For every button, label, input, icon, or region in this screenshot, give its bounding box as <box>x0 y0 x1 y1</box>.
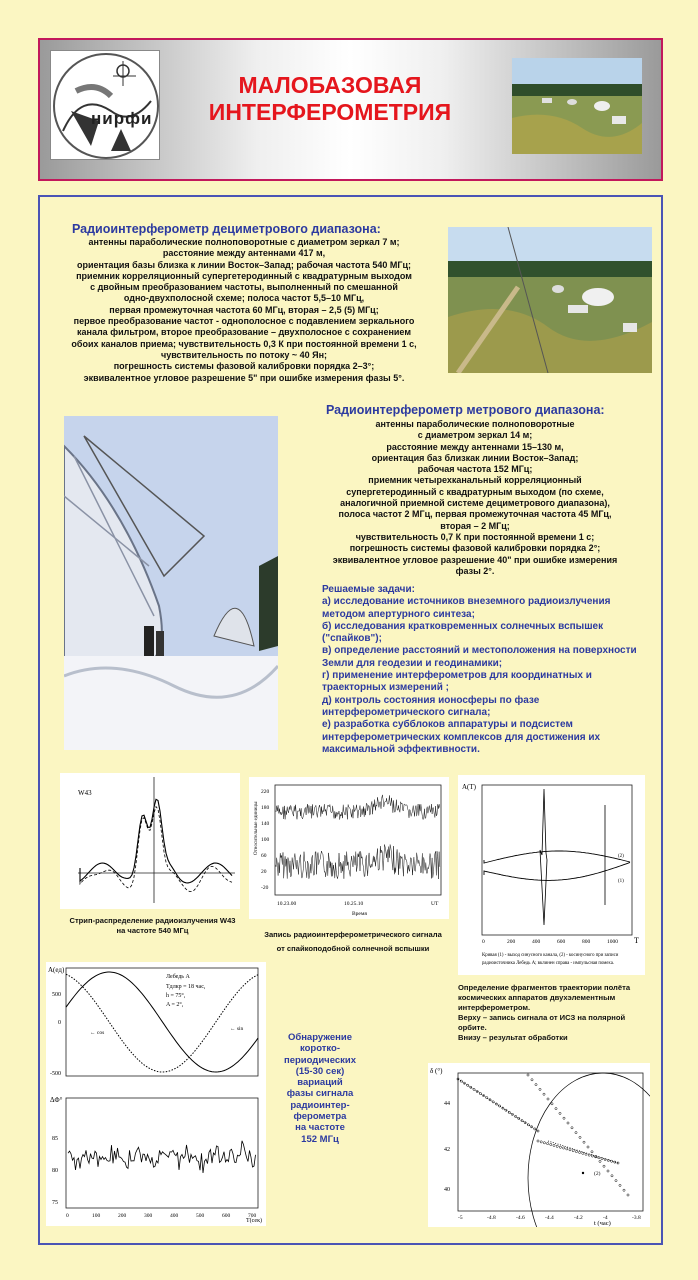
record-x-axis-label: Время <box>352 911 367 917</box>
delta-point-label: (2) <box>594 1171 601 1177</box>
phase-caption-line-6: фазы сигнала <box>286 1088 354 1100</box>
phase-x-tick-5: 400 <box>170 1213 179 1219</box>
trajectory-x-tick-4: 600 <box>557 939 566 945</box>
meter-spec-line-9: полоса частот 2 МГц, первая промежуточная частота 45 МГц, <box>338 509 612 520</box>
trajectory-caption-line-5: орбите. <box>458 1023 487 1032</box>
trajectory-x-tick-5: 800 <box>582 939 591 945</box>
strip-caption: Стрип-распределение радиоизлучения W43 на частоте 540 МГц <box>69 916 236 935</box>
phase-y-axis-2: ΔΦ° <box>50 1096 63 1104</box>
phase-x-tick-7: 600 <box>222 1213 231 1219</box>
decimeter-spec-line-1: антенны параболические полноповоротные с диаметром зеркал 7 м; <box>88 237 400 247</box>
phase-caption-line-8: ферометра <box>293 1111 347 1123</box>
task-item-2: б) исследования кратковременных солнечных вспышек ("спайков"); <box>322 620 604 645</box>
task-item-4: г) применение интерферометров для координатных и траекторных измерений ; <box>322 670 592 694</box>
record-x-tick-2: 10.25.10 <box>344 901 364 907</box>
trajectory-caption-line-2: космических аппаратов двухэлементным <box>458 993 616 1002</box>
trajectory-x-tick-6: 1000 <box>607 939 618 945</box>
phase-caption-line-9: на частоте <box>295 1122 345 1134</box>
decimeter-specs <box>44 237 444 384</box>
trajectory-caption-line-4: Верху – запись сигнала от ИСЗ на полярной <box>458 1013 626 1022</box>
delta-x-tick-6: -4 <box>603 1215 608 1221</box>
record-x-tick-1: 10.23.00 <box>277 901 297 907</box>
meter-spec-line-11: чувствительность 0,7 К при постоянной времени 1 с; <box>355 531 595 542</box>
phase-x-tick-4: 300 <box>144 1213 153 1219</box>
delta-x-tick-4: -4.4 <box>545 1215 554 1221</box>
task-item-3: в) определение расстояний и местоположения на поверхности Земли для геодезии и геодинамики; <box>322 645 637 669</box>
delta-x-tick-5: -4.2 <box>574 1215 583 1221</box>
legend-line-3: h = 75°, <box>166 993 186 999</box>
meter-spec-line-14: фазы 2°. <box>455 565 495 576</box>
decimeter-spec-line-6: одно-двухполосной схеме; полоса частот 5,5–10 МГц, <box>123 293 365 304</box>
phase2-y-tick-85: 85 <box>52 1136 58 1142</box>
meter-spec-line-2: с диаметром зеркал 14 м; <box>417 430 533 441</box>
decimeter-spec-line-8: первое преобразование частот - однополосное с подавлением зеркального <box>73 316 415 327</box>
record-caption: Запись радиоинтерферометрического сигнала от спайкоподобной солнечной вспышки <box>264 930 442 953</box>
meter-spec-line-3: расстояние между антеннами 15–130 м, <box>386 441 564 452</box>
strip-label: W43 <box>78 789 92 797</box>
trajectory-curve-1: (1) <box>618 879 624 884</box>
winter-antenna-photo <box>64 416 278 750</box>
phase-y-tick-0: 0 <box>58 1020 61 1026</box>
meter-spec-line-12: погрешность системы фазовой калибровки порядка 2°; <box>349 543 601 554</box>
decimeter-spec-line-4: приемник корреляционный супергетеродинный с квадратурным выходом <box>76 270 412 281</box>
task-item-6: е) разработка субблоков аппаратуры и подсистем интерферометрических комплексов для достижения их максимальной эффективности. <box>322 719 601 755</box>
legend-line-4: A = 2°, <box>166 1002 184 1008</box>
task-item-5: д) контроль состояния ионосферы по фазе интерферометрического сигнала; <box>322 694 540 718</box>
phase-x-tick-3: 200 <box>118 1213 127 1219</box>
record-x-tick-3: UT <box>431 901 439 907</box>
decimeter-spec-line-5: с двойным преобразованием частоты, выполненный по смешанной <box>90 282 398 293</box>
trajectory-x-axis-label: T <box>634 936 639 945</box>
decimeter-spec-line-2: расстояние между антеннами 417 м, <box>162 248 326 259</box>
legend-line-2: Tдлкр = 18 час, <box>166 984 206 990</box>
record-y-tick-2: 180 <box>261 805 270 811</box>
phase-caption-line-2: коротко- <box>299 1043 341 1055</box>
meter-spec-line-5: рабочая частота 152 МГц; <box>417 464 533 475</box>
trajectory-x-tick-3: 400 <box>532 939 541 945</box>
delta-x-tick-1: -5 <box>458 1215 463 1221</box>
phase-x-tick-1: 0 <box>66 1213 69 1219</box>
trajectory-result-plot <box>428 1063 650 1227</box>
phase-y-tick-500: 500 <box>52 992 61 998</box>
phase-x-axis-label: T(сек) <box>246 1218 262 1224</box>
sin-label: ← sin <box>230 1026 244 1032</box>
record-y-tick-6: 20 <box>261 869 267 875</box>
record-y-tick-5: 60 <box>261 853 267 859</box>
antenna-aerial-photo <box>448 227 652 373</box>
meter-spec-line-10: вторая – 2 МГц; <box>440 520 510 531</box>
tasks-block <box>322 584 640 756</box>
phase-caption-line-5: вариаций <box>297 1077 343 1089</box>
meter-spec-line-1: антенны параболические полноповоротные <box>375 419 575 429</box>
trajectory-x-tick-2: 200 <box>507 939 516 945</box>
delta-x-tick-3: -4.6 <box>516 1215 525 1221</box>
decimeter-spec-line-10: обоих каналов приема; чувствительность 0,3 К при постоянной времени 1 с, <box>71 338 417 349</box>
decimeter-spec-line-3: ориентация базы близка к линии Восток–Запад; рабочая частота 540 МГц; <box>76 259 411 270</box>
legend-line-1: Лебедь А <box>166 974 190 980</box>
delta-y-tick-42: 42 <box>444 1147 450 1153</box>
decimeter-heading: Радиоинтерферометр дециметрового диапазона: <box>72 222 381 236</box>
meter-spec-line-8: аналогичной приемной системе дециметрового диапазона), <box>340 498 610 509</box>
meter-spec-line-13: эквивалентное угловое разрешение 40" при ошибке измерения <box>332 554 618 565</box>
phase-caption-line-4: (15-30 сек) <box>295 1065 345 1077</box>
antenna-field-photo <box>512 58 642 154</box>
record-y-tick-7: -20 <box>261 885 269 891</box>
cos-label: ← cos <box>90 1030 105 1036</box>
phase-variation-plot <box>46 962 266 1226</box>
decimeter-spec-line-11: чувствительность по потоку ~ 40 Ян; <box>160 349 328 360</box>
page-title: МАЛОБАЗОВАЯ ИНТЕРФЕРОМЕТРИЯ <box>208 72 452 125</box>
trajectory-note-2: радиоисточника Лебедь А; вклинен справа - импульсная помеха. <box>482 961 615 966</box>
phase-x-tick-2: 100 <box>92 1213 101 1219</box>
delta-x-tick-7: -3.8 <box>632 1215 641 1221</box>
meter-spec-line-7: супергетеродинный с квадратурным выходом (по схеме, <box>346 486 604 497</box>
logo-text: нирфи <box>91 109 153 128</box>
phase-x-tick-8: 700 <box>248 1213 257 1219</box>
phase-x-tick-6: 500 <box>196 1213 205 1219</box>
trajectory-plot <box>458 775 645 975</box>
decimeter-spec-line-7: первая промежуточная частота 60 МГц, вторая – 2,5 (5) МГц; <box>109 304 379 315</box>
phase-caption <box>270 1032 370 1145</box>
trajectory-y-axis-label: A(T) <box>462 783 476 791</box>
meter-spec-line-6: приемник четырехканальный корреляционный <box>368 475 582 486</box>
record-y-tick-4: 100 <box>261 837 270 843</box>
meter-specs <box>296 419 654 577</box>
trajectory-caption <box>458 983 658 1043</box>
phase2-y-tick-80: 80 <box>52 1168 58 1174</box>
phase2-y-tick-75: 75 <box>52 1200 58 1206</box>
phase-caption-line-10: 152 МГц <box>301 1133 339 1145</box>
phase-y-tick-minus500: -500 <box>50 1071 61 1077</box>
trajectory-caption-line-1: Определение фрагментов траектории полёта <box>458 983 631 992</box>
meter-spec-line-4: ориентация баз близкак линии Восток–Запад; <box>371 452 579 463</box>
trajectory-caption-line-6: Внизу – результат обработки <box>458 1033 568 1042</box>
tasks-list <box>322 596 640 756</box>
trajectory-caption-line-3: интерферометром. <box>458 1003 531 1012</box>
decimeter-spec-line-13: эквивалентное угловое разрешение 5" при ошибке измерения фазы 5°. <box>83 372 405 383</box>
meter-heading: Радиоинтерферометр метрового диапазона: <box>326 403 605 417</box>
task-item-1: а) исследование источников внеземного радиоизлучения методом апертурного синтеза; <box>322 596 611 620</box>
tasks-heading: Решаемые задачи: <box>322 584 415 595</box>
record-y-axis-label: Относительные единицы <box>254 801 259 855</box>
nirfi-logo <box>50 50 160 160</box>
decimeter-spec-line-9: канала фильтром, второе преобразование – двухполосное с сохранением <box>77 327 411 338</box>
record-y-tick-3: 140 <box>261 821 270 827</box>
decimeter-spec-line-12: погрешность системы фазовой калибровки порядка 2–3°; <box>113 361 375 372</box>
strip-distribution-plot <box>60 773 240 909</box>
interferometer-record-plot <box>249 777 449 919</box>
trajectory-note-1: Кривая (1) - выход синусного канала, (2) - косинусного при записи <box>482 953 619 958</box>
trajectory-curve-2: (2) <box>618 854 624 859</box>
phase-y-axis-1: A(ед) <box>48 966 65 974</box>
record-y-tick-1: 220 <box>261 789 270 795</box>
phase-caption-line-1: Обнаружение <box>287 1032 353 1043</box>
delta-y-tick-40: 40 <box>444 1187 450 1193</box>
delta-y-tick-44: 44 <box>444 1101 450 1107</box>
delta-x-tick-2: -4.8 <box>487 1215 496 1221</box>
phase-caption-line-3: периодических <box>283 1054 357 1066</box>
delta-y-axis-label: δ (°) <box>430 1067 443 1075</box>
trajectory-x-tick-1: 0 <box>482 939 485 945</box>
phase-caption-line-7: радиоинтер- <box>290 1099 350 1111</box>
delta-x-axis-label: t (час) <box>594 1220 611 1227</box>
